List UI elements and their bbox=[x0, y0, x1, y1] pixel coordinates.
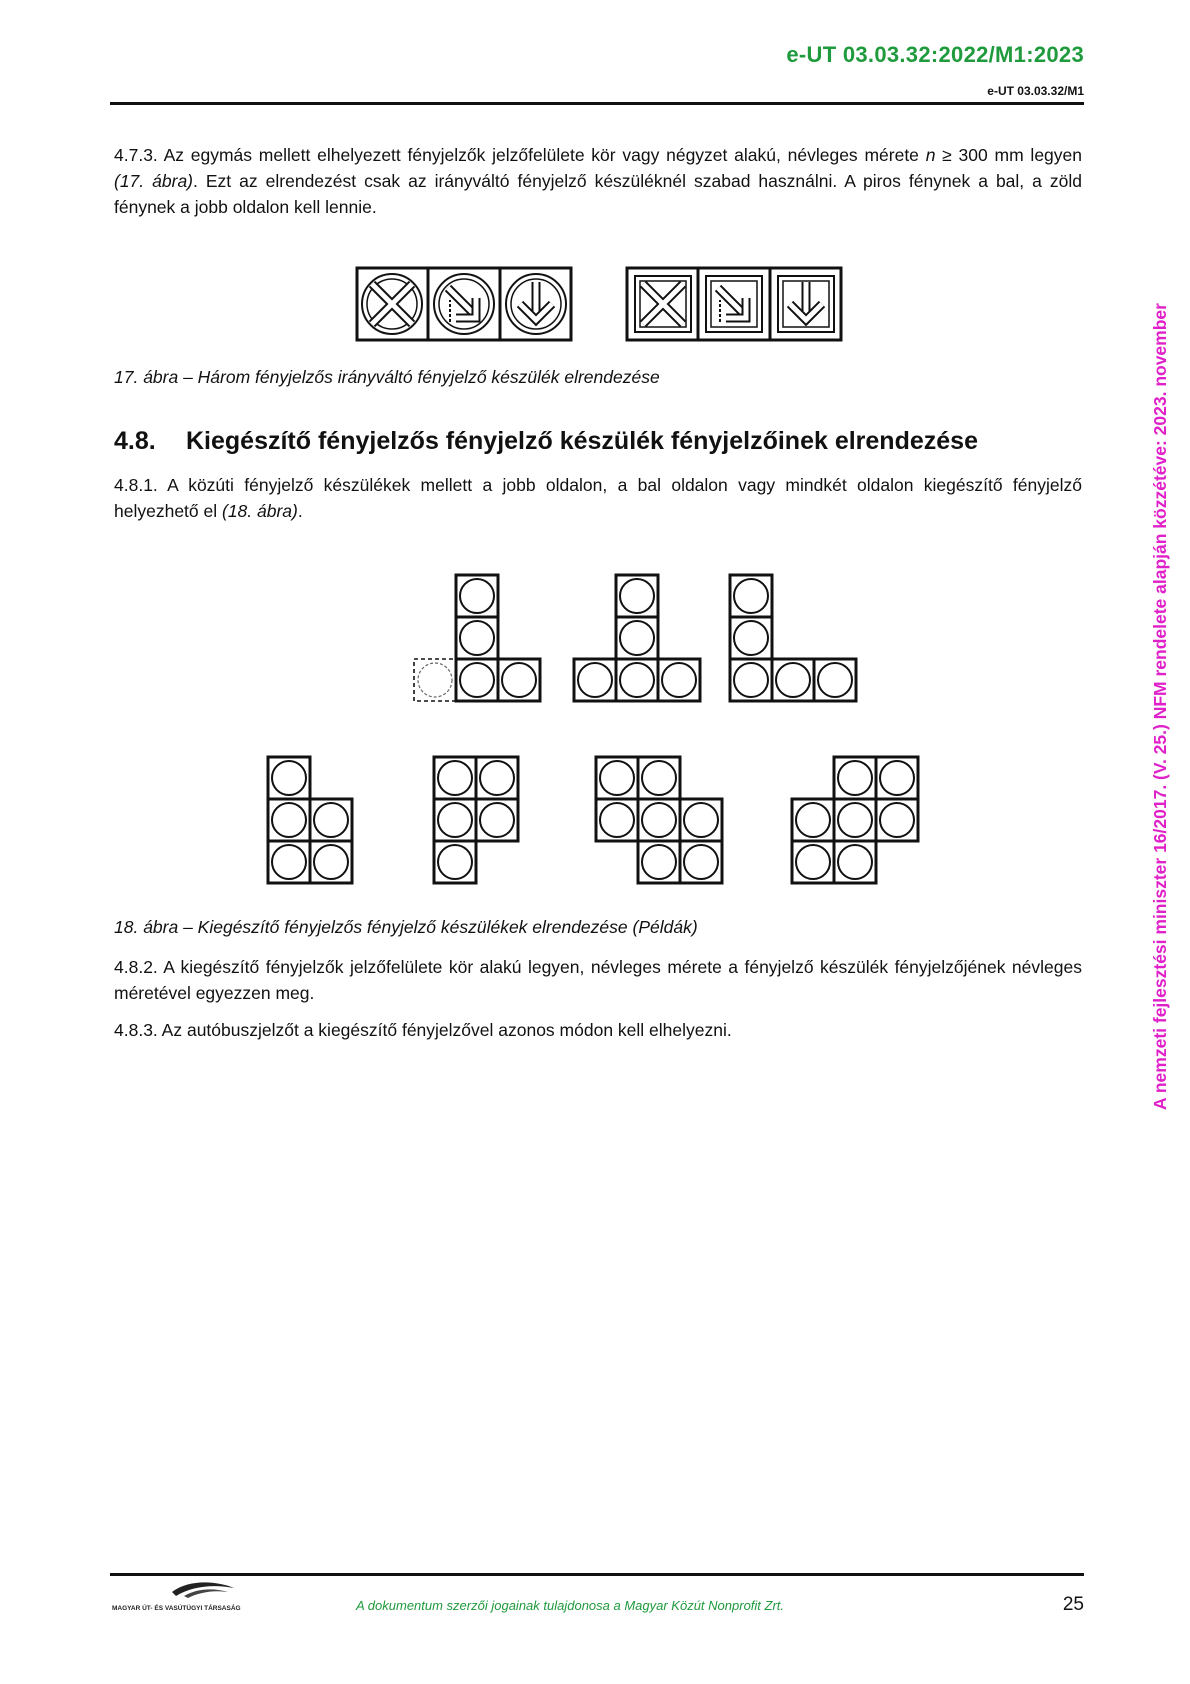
p473-rest: . Ezt az elrendezést csak az irányváltó fényjelző készüléknél szabad használni. A piros fénynek a bal, a zöld fénynek a jobb oldalon kell lennie. bbox=[114, 171, 1082, 217]
section-number: 4.8. bbox=[114, 427, 156, 455]
fig18-lamp bbox=[796, 845, 830, 879]
fig18-lamp bbox=[620, 621, 654, 655]
paragraph-4-8-3: 4.8.3. Az autóbuszjelzőt a kiegészítő fényjelzővel azonos módon kell elhelyezni. bbox=[114, 1020, 732, 1040]
p481-end: . bbox=[297, 501, 303, 521]
fig18-cell bbox=[476, 757, 518, 799]
fig18-cell bbox=[434, 799, 476, 841]
fig18-lamp bbox=[600, 803, 634, 837]
fig18-cell bbox=[876, 757, 918, 799]
fig18-cell bbox=[268, 757, 310, 799]
fig18-cell bbox=[434, 841, 476, 883]
paragraph-4-8-2: 4.8.2. A kiegészítő fényjelzők jelzőfelülete kör alakú legyen, névleges mérete a fényjelző készülék fényjelzőjének névleges méretével egyezzen meg. bbox=[114, 957, 1082, 1003]
fig18-optional-lamp bbox=[418, 663, 452, 697]
fig18-cell bbox=[498, 659, 540, 701]
fig18-cell bbox=[772, 659, 814, 701]
fig17-square-down-arrow bbox=[778, 276, 834, 332]
fig18-lamp bbox=[838, 803, 872, 837]
fig18-cell bbox=[268, 799, 310, 841]
section-title: Kiegészítő fényjelzős fényjelző készülék fényjelzőinek elrendezése bbox=[186, 427, 978, 455]
fig18-lamp bbox=[642, 845, 676, 879]
document-subcode: e-UT 03.03.32/M1 bbox=[987, 84, 1084, 98]
fig18-lamp bbox=[600, 761, 634, 795]
fig18-lamp bbox=[684, 845, 718, 879]
fig18-lamp bbox=[460, 663, 494, 697]
fig18-lamp bbox=[880, 761, 914, 795]
fig18-cell bbox=[574, 659, 616, 701]
fig18-cell bbox=[616, 617, 658, 659]
fig17-round-red-x bbox=[362, 274, 422, 334]
fig18-arrangement-2 bbox=[574, 575, 700, 701]
figure-18-cells bbox=[268, 575, 918, 883]
fig18-arrangement-3 bbox=[730, 575, 856, 701]
p473-text: 4.7.3. Az egymás mellett elhelyezett fényjelzők jelzőfelülete kör vagy négyzet alakú, névleges mérete bbox=[114, 145, 926, 165]
p481-text: 4.8.1. A közúti fényjelző készülékek mellett a jobb oldalon, a bal oldalon vagy mindkét oldalon kiegészítő fényjelző helyezhető el bbox=[114, 475, 1082, 521]
fig17-square-red-x bbox=[635, 276, 691, 332]
fig18-lamp bbox=[642, 803, 676, 837]
fig18-lamp bbox=[272, 803, 306, 837]
fig18-cell bbox=[680, 799, 722, 841]
fig18-lamp bbox=[818, 663, 852, 697]
fig17-round-diagonal-arrow bbox=[434, 274, 494, 334]
fig17-square-diagonal-arrow bbox=[706, 276, 762, 332]
fig18-cell bbox=[792, 841, 834, 883]
fig18-lamp bbox=[502, 663, 536, 697]
fig18-cell bbox=[434, 757, 476, 799]
fig18-lamp bbox=[480, 803, 514, 837]
p473-mid: ≥ 300 mm legyen bbox=[935, 145, 1083, 165]
fig18-lamp bbox=[460, 579, 494, 613]
fig18-cell bbox=[730, 617, 772, 659]
fig18-lamp bbox=[880, 803, 914, 837]
fig18-cell bbox=[616, 575, 658, 617]
figure-18 bbox=[0, 560, 1190, 910]
fig18-lamp bbox=[314, 803, 348, 837]
fig18-cell bbox=[268, 841, 310, 883]
fig18-cell bbox=[638, 757, 680, 799]
fig18-lamp bbox=[796, 803, 830, 837]
paragraph-4-7-3 bbox=[114, 142, 1082, 220]
fig18-lamp bbox=[776, 663, 810, 697]
fig18-arrangement-1 bbox=[414, 575, 540, 701]
fig18-lamp bbox=[314, 845, 348, 879]
footer-copyright: A dokumentum szerzői jogainak tulajdonosa a Magyar Közút Nonprofit Zrt. bbox=[356, 1598, 785, 1613]
section-4-8-heading bbox=[114, 427, 978, 456]
fig18-lamp bbox=[272, 761, 306, 795]
fig18-arrangement-5 bbox=[434, 757, 518, 883]
fig18-cell bbox=[596, 757, 638, 799]
fig18-cell bbox=[834, 799, 876, 841]
fig18-lamp bbox=[684, 803, 718, 837]
fig18-cell bbox=[814, 659, 856, 701]
fig18-lamp bbox=[620, 579, 654, 613]
fig18-lamp bbox=[662, 663, 696, 697]
document-code: e-UT 03.03.32:2022/M1:2023 bbox=[786, 42, 1084, 67]
side-publication-note: A nemzeti fejlesztési miniszter 16/2017. (V. 25.) NFM rendelete alapján közzétéve: 2023. november bbox=[1150, 303, 1170, 1110]
fig18-cell bbox=[730, 659, 772, 701]
fig18-optional-cell bbox=[414, 659, 456, 701]
fig18-lamp bbox=[838, 761, 872, 795]
logo-text: MAGYAR ÚT- ÉS VASÚTÜGYI TÁRSASÁG bbox=[112, 1605, 241, 1612]
p481-ref: (18. ábra) bbox=[222, 501, 298, 521]
fig18-cell bbox=[456, 575, 498, 617]
fig18-cell bbox=[792, 799, 834, 841]
fig18-cell bbox=[310, 799, 352, 841]
fig18-lamp bbox=[642, 761, 676, 795]
fig18-cell bbox=[680, 841, 722, 883]
page-number: 25 bbox=[1062, 1594, 1084, 1615]
paragraph-4-8-1 bbox=[114, 472, 1082, 524]
fig18-arrangement-4 bbox=[268, 757, 352, 883]
fig18-lamp bbox=[480, 761, 514, 795]
fig18-lamp bbox=[620, 663, 654, 697]
fig18-cell bbox=[876, 799, 918, 841]
fig18-cell bbox=[310, 841, 352, 883]
fig18-cell bbox=[638, 799, 680, 841]
fig18-lamp bbox=[438, 845, 472, 879]
fig18-cell bbox=[456, 659, 498, 701]
fig18-lamp bbox=[838, 845, 872, 879]
fig17-round-down-arrow bbox=[506, 274, 566, 334]
fig18-cell bbox=[616, 659, 658, 701]
fig18-cell bbox=[476, 799, 518, 841]
fig18-cell bbox=[834, 841, 876, 883]
figure-17-caption: 17. ábra – Három fényjelzős irányváltó fényjelző készülék elrendezése bbox=[114, 367, 660, 387]
fig18-cell bbox=[658, 659, 700, 701]
society-logo bbox=[110, 1578, 260, 1616]
header-rule bbox=[110, 102, 1084, 105]
fig18-cell bbox=[730, 575, 772, 617]
fig18-arrangement-7 bbox=[792, 757, 918, 883]
fig18-lamp bbox=[438, 761, 472, 795]
fig18-lamp bbox=[272, 845, 306, 879]
fig18-cell bbox=[834, 757, 876, 799]
fig18-cell bbox=[456, 617, 498, 659]
p473-n: n bbox=[925, 145, 936, 165]
fig18-lamp bbox=[438, 803, 472, 837]
fig18-lamp bbox=[734, 663, 768, 697]
fig18-cell bbox=[596, 799, 638, 841]
fig18-lamp bbox=[578, 663, 612, 697]
p473-ref: (17. ábra) bbox=[114, 171, 194, 191]
fig18-lamp bbox=[734, 579, 768, 613]
figure-17 bbox=[355, 266, 845, 346]
fig18-arrangement-6 bbox=[596, 757, 722, 883]
figure-18-caption: 18. ábra – Kiegészítő fényjelzős fényjelző készülékek elrendezése (Példák) bbox=[114, 917, 698, 937]
fig18-lamp bbox=[734, 621, 768, 655]
fig18-cell bbox=[638, 841, 680, 883]
fig18-lamp bbox=[460, 621, 494, 655]
footer-rule bbox=[110, 1573, 1084, 1576]
